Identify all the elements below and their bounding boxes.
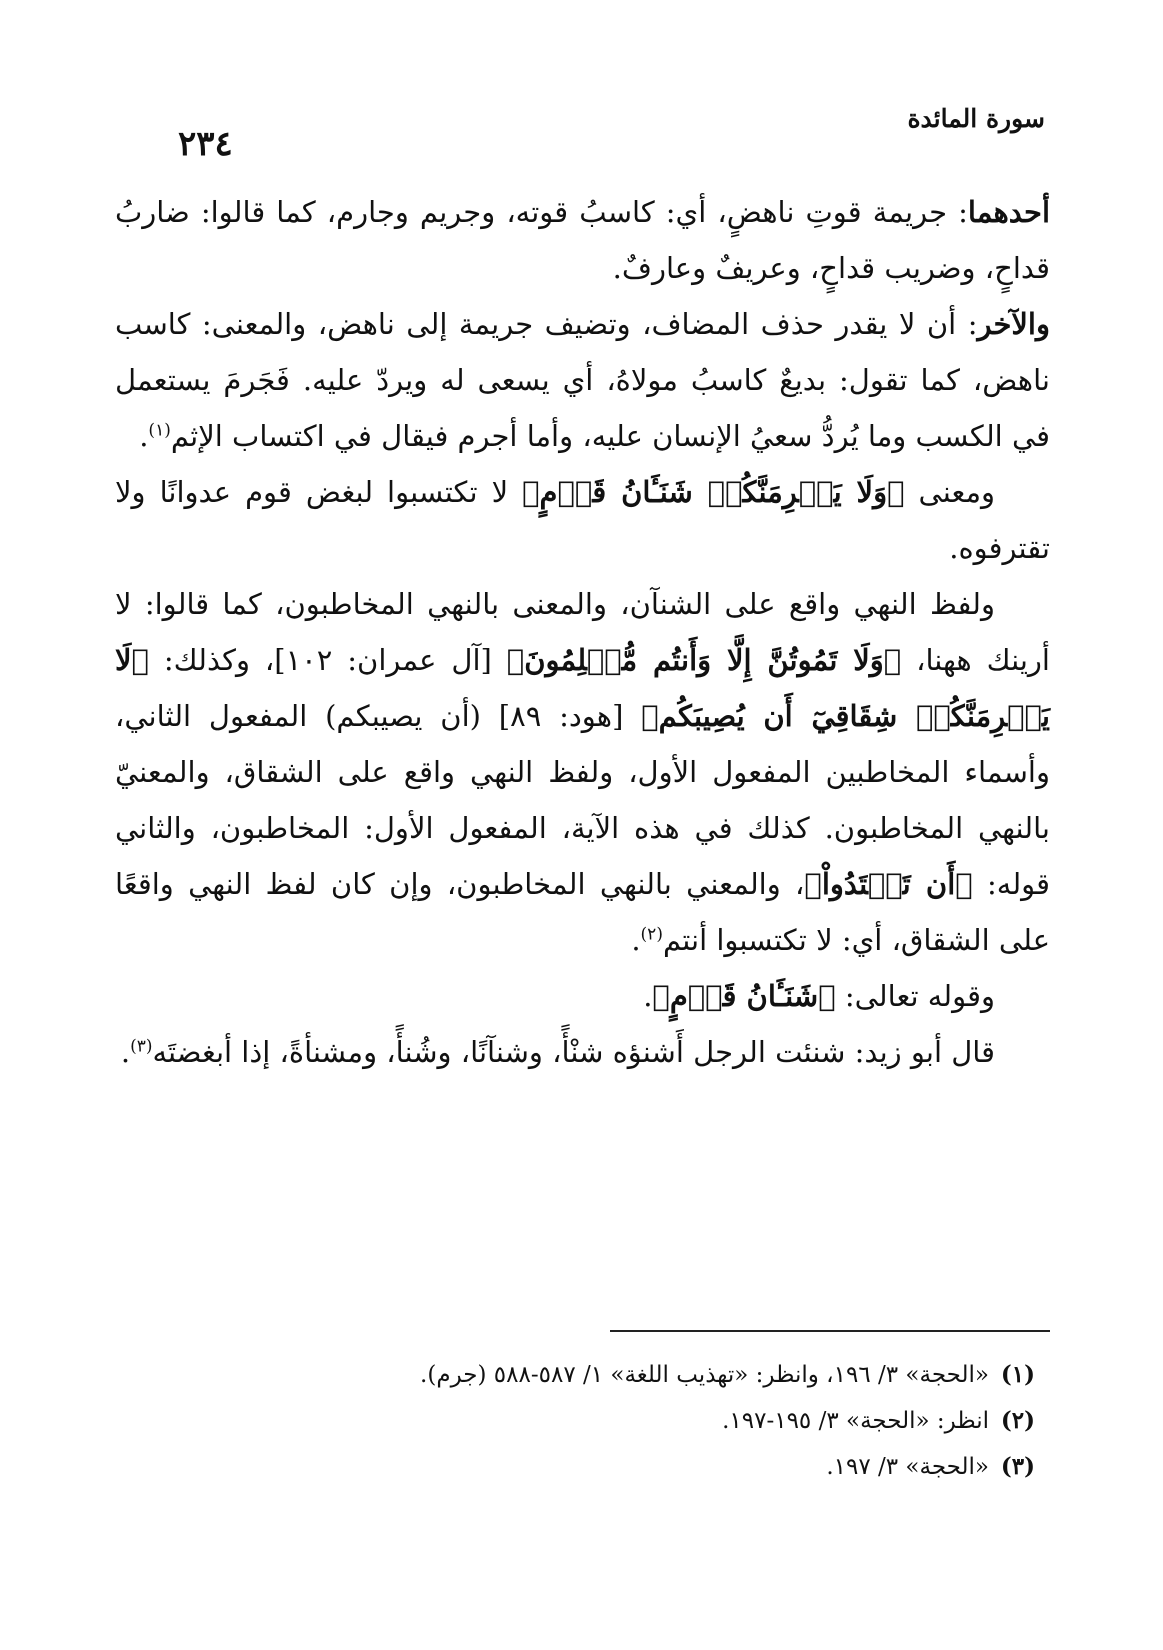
paragraph-text: : جريمة قوتِ ناهضٍ، أي: كاسبُ قوته، وجريم وجارم، كما قالوا: ضاربُ قداحٍ، وضريب قداحٍ، وعريفٌ وعارفٌ.	[115, 195, 1050, 285]
surah-title: سورة المائدة	[907, 104, 1045, 133]
footnotes	[115, 1352, 1035, 1490]
quran-verse: ﴿وَلَا يَجۡرِمَنَّكُمۡ شَنَـَٔانُ قَوۡمٍ﴾	[522, 475, 905, 509]
footnote-item	[115, 1444, 1035, 1490]
paragraph-text: [آل عمران: ١٠٢]، وكذلك:	[148, 643, 507, 677]
paragraph-lead-first: أحدهما	[967, 195, 1051, 229]
footnote-item	[115, 1352, 1035, 1398]
paragraph-text: ، والمعني بالنهي المخاطبون، وإن كان لفظ النهي واقعًا على الشقاق، أي: لا تكتسبوا أنتم	[115, 867, 1050, 957]
paragraph-end: .	[631, 923, 641, 957]
footnote-item	[115, 1398, 1035, 1444]
footnote-number: (٢)	[1000, 1407, 1035, 1434]
paragraph-end: .	[120, 1035, 131, 1069]
paragraph-first-meaning	[115, 184, 1050, 296]
footnote-text: انظر: «الحجة» ٣/ ١٩٥-١٩٧.	[722, 1408, 989, 1434]
footnote-number: (١)	[1000, 1361, 1035, 1388]
footnote-ref-1[interactable]: (١)	[148, 420, 171, 441]
footnote-ref-2[interactable]: (٢)	[640, 924, 663, 945]
quran-verse: ﴿وَلَا تَمُوتُنَّ إِلَّا وَأَنتُم مُّسۡلِمُونَ﴾	[506, 643, 902, 677]
paragraph-prohibition	[115, 576, 1050, 968]
paragraph-text: ولفظ النهي واقع على الشنآن، والمعنى بالنهي المخاطبون، كما قالوا: لا أرينك ههنا،	[115, 587, 1050, 677]
paragraph-text: قال أبو زيد: شنئت الرجل أَشنؤه شنْأً، وشنآنًا، وشُنأً، ومشنأةً، إذا أبغضتَه	[152, 1035, 995, 1069]
footnote-text: «الحجة» ٣/ ١٩٧.	[826, 1454, 989, 1480]
footnote-ref-3[interactable]: (٣)	[130, 1036, 153, 1057]
paragraph-verse-meaning	[115, 464, 1050, 576]
footnote-text: «الحجة» ٣/ ١٩٦، وانظر: «تهذيب اللغة» ١/ ٥٨٧-٥٨٨ (جرم).	[420, 1362, 989, 1388]
quran-verse: ﴿لَا يَجۡرِمَنَّكُمۡ شِقَاقِيٓ أَن يُصِيبَكُم﴾	[115, 643, 1050, 733]
footnote-divider	[610, 1330, 1050, 1332]
paragraph-text: وقوله تعالى:	[835, 979, 995, 1013]
main-text	[115, 184, 1050, 1080]
footnote-number: (٣)	[1000, 1453, 1035, 1480]
paragraph-text: [هود: ٨٩] (أن يصيبكم) المفعول الثاني، وأسماء المخاطبين المفعول الأول، ولفظ النهي واقع على الشقاق، والمعنيّ بالنهي المخاطبون. كذلك في هذه الآية، المفعول الأول: المخاطبون، والثاني قوله:	[115, 699, 1050, 901]
paragraph-abu-zayd	[115, 1024, 1050, 1080]
paragraph-end: .	[139, 419, 149, 453]
paragraph-text: ومعنى	[904, 475, 995, 509]
running-header	[118, 98, 1045, 164]
paragraph-second-meaning	[115, 296, 1050, 464]
quran-verse: ﴿شَنَـَٔانُ قَوۡمٍ﴾	[652, 979, 836, 1013]
paragraph-text: لا تكتسبوا لبغض قوم عدوانًا ولا تقترفوه.	[115, 475, 1050, 565]
quran-verse: ﴿أَن تَعۡتَدُواْ﴾	[804, 867, 973, 901]
paragraph-end: .	[643, 979, 653, 1013]
paragraph-text: : أن لا يقدر حذف المضاف، وتضيف جريمة إلى ناهض، والمعنى: كاسب ناهض، كما تقول: بديعٌ كاسبُ مولاهُ، أي يسعى له ويردّ عليه. فَجَرمَ يستعمل في الكسب وما يُردُّ سعيُ الإنسان عليه، وأما أجرم فيقال في اكتساب الإثم	[115, 307, 1050, 453]
page-number: ٢٣٤	[178, 124, 233, 164]
paragraph-verse-quote	[115, 968, 1050, 1024]
paragraph-lead-second: والآخر	[977, 307, 1050, 341]
